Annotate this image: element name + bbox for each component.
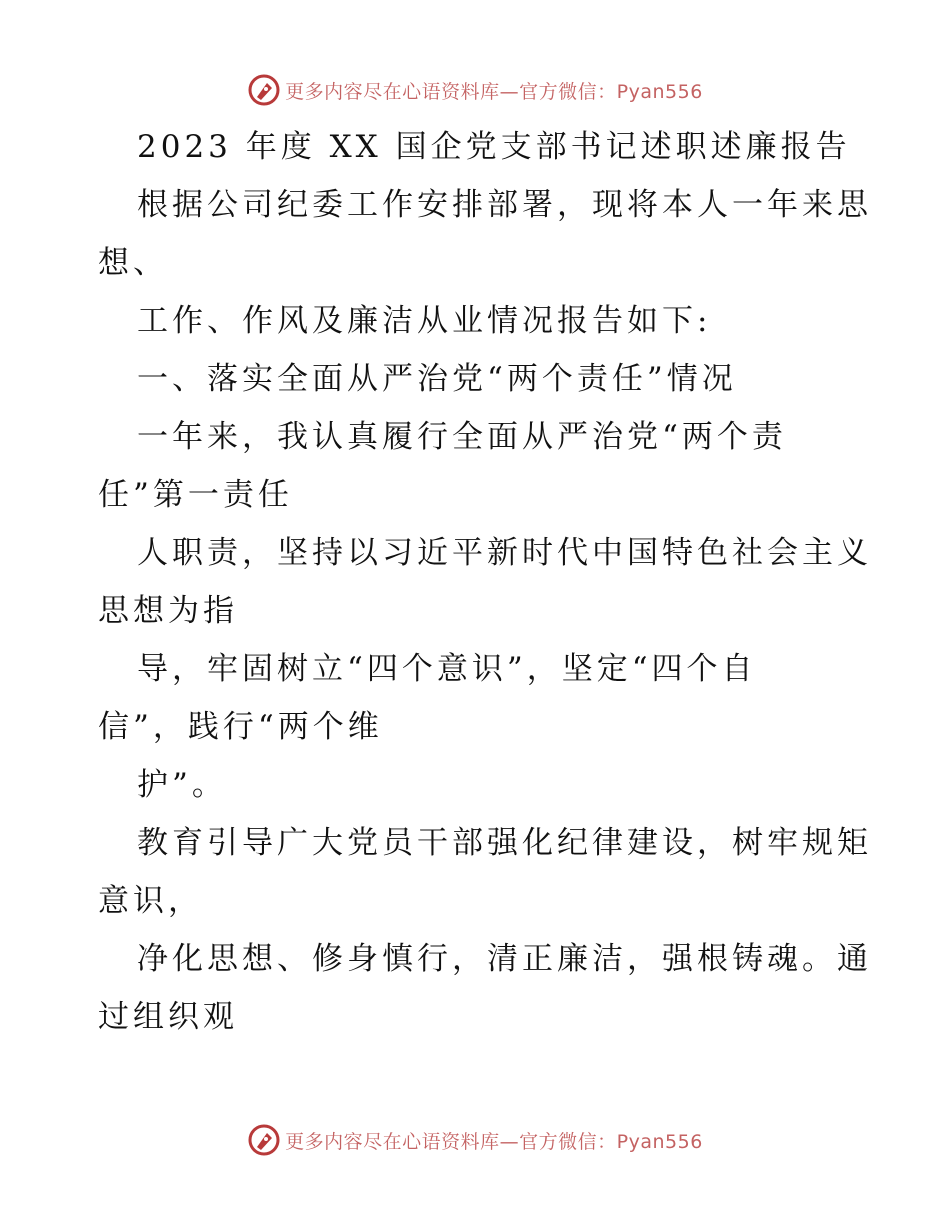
header-watermark-banner: [0, 70, 950, 110]
paragraph-line: 工作、作风及廉洁从业情况报告如下:: [137, 303, 712, 339]
pen-nib-logo-icon: [247, 1123, 281, 1157]
header-banner-text: 更多内容尽在心语资料库—官方微信：Pyan556: [285, 80, 703, 103]
paragraph-line: 人职责，坚持以习近平新时代中国特色社会主义: [137, 535, 872, 571]
paragraph-line: 信”，践行“两个维: [98, 709, 383, 745]
paragraph-line: 净化思想、修身慎行，清正廉洁，强根铸魂。通: [137, 941, 872, 977]
paragraph-line: 教育引导广大党员干部强化纪律建设，树牢规矩: [137, 825, 872, 861]
paragraph-line: 意识，: [98, 883, 203, 919]
paragraph-line: 过组织观: [98, 999, 238, 1035]
footer-watermark-banner: [0, 1120, 950, 1160]
paragraph-line: 任”第一责任: [98, 477, 293, 513]
paragraph-line: 想、: [98, 245, 168, 281]
footer-banner-text: 更多内容尽在心语资料库—官方微信：Pyan556: [285, 1130, 703, 1153]
paragraph-line: 护”。: [137, 767, 227, 803]
paragraph-line: 一年来，我认真履行全面从严治党“两个责: [137, 419, 787, 455]
pen-nib-logo-icon: [247, 73, 281, 107]
paragraph-line: 根据公司纪委工作安排部署，现将本人一年来思: [137, 187, 872, 223]
paragraph-line: 导，牢固树立“四个意识”，坚定“四个自: [137, 651, 757, 687]
document-title: 2023 年度 XX 国企党支部书记述职述廉报告: [137, 129, 851, 165]
section-heading: 一、落实全面从严治党“两个责任”情况: [137, 361, 737, 397]
paragraph-line: 思想为指: [98, 593, 238, 629]
